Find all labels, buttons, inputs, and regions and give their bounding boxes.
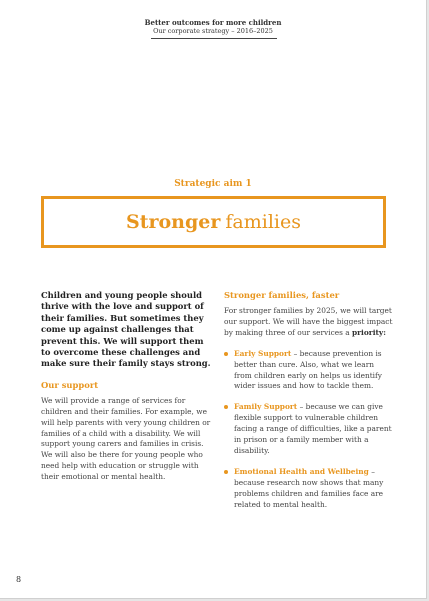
stronger-families-faster-heading: Stronger families, faster (224, 290, 340, 300)
list-item (224, 467, 394, 511)
strategic-aim-label: Strategic aim 1 (174, 179, 252, 189)
right-column (224, 290, 394, 521)
left-column (41, 290, 211, 483)
priority-strong: priority: (352, 327, 386, 337)
our-support-heading: Our support (41, 379, 99, 390)
bullet-text: – because prevention is better than cure. Also, what we learn from children early on helps us identify wider issues and how to tackle them. (234, 348, 382, 391)
intro-paragraph: Children and young people should thrive with the love and support of their families. But sometimes they come up against challenges that prevent this. We will support them to overcome these challenges and make sure their family stays strong. (41, 290, 211, 369)
bullet-title: Early Support (234, 348, 292, 358)
priority-list (224, 349, 394, 511)
header-title: Better outcomes for more children (144, 18, 282, 27)
bullet-dot-icon (224, 470, 228, 474)
bullet-dot-icon (224, 352, 228, 356)
aim-title-bold: Stronger (126, 211, 221, 233)
priority-paragraph (224, 306, 394, 339)
priority-lead: For stronger families by 2025, we will target our support. We will have the biggest impact by making three of our services a (224, 306, 393, 337)
aim-title-light: families (225, 211, 301, 233)
header-subtitle: Our corporate strategy – 2016–2025 (153, 27, 273, 35)
bullet-title: Emotional Health and Wellbeing (234, 466, 369, 476)
list-item (224, 349, 394, 393)
our-support-body: We will provide a range of services for children and their families. For example, we will help parents with very young children or families of a child with a disability. We will support young carers and families in crisis. We will also be there for young people who need help with education or struggle with their emotional or mental health. (41, 395, 211, 482)
page-number: 8 (16, 575, 22, 584)
list-item (224, 402, 394, 457)
bullet-text: – because we can give flexible support to vulnerable children facing a range of difficulties, like a parent in prison or a family member with a disability. (234, 402, 392, 455)
bullet-text: – because research now shows that many problems children and families face are related to mental health. (234, 466, 384, 509)
aim-title-box (41, 196, 386, 248)
header-rule (151, 38, 277, 39)
running-header (0, 18, 426, 36)
bullet-title: Family Support (234, 402, 298, 412)
bullet-dot-icon (224, 405, 228, 409)
